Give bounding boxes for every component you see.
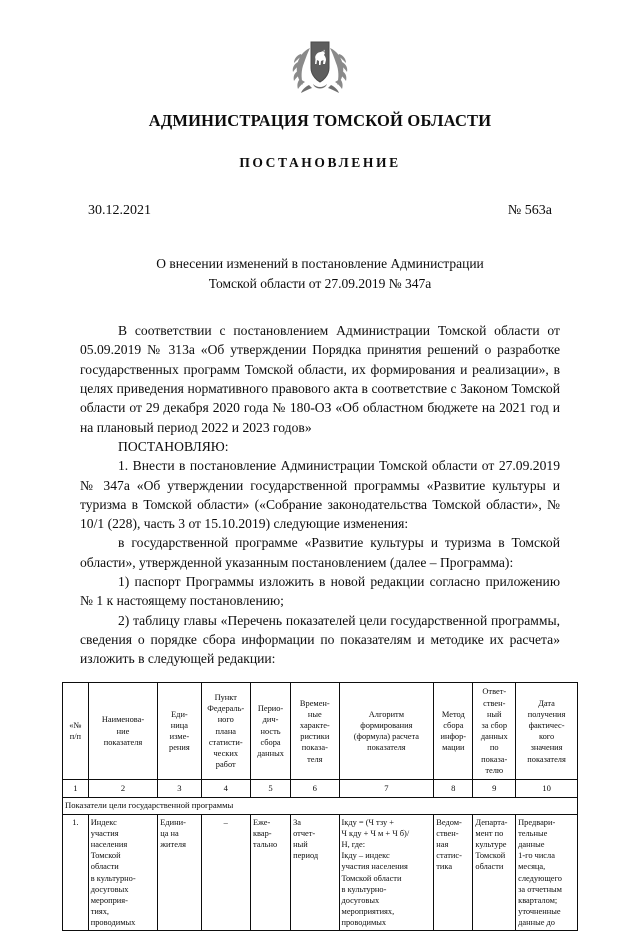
document-date: 30.12.2021 [88,203,151,218]
column-number-3: 3 [158,779,201,797]
column-number-6: 6 [291,779,339,797]
table-header-cell-5: Перио- дич- ность сбора данных [250,683,290,779]
indicators-table [62,682,578,931]
document-subject [0,254,640,293]
body-paragraph-2: ПОСТАНОВЛЯЮ: [118,438,229,454]
subject-line-1: О внесении изменений в постановление Администрации [156,256,484,271]
row-method: Ведом- ствен- ная статис- тика [434,814,473,931]
document-number: № 563а [507,203,552,218]
document-type-title: ПОСТАНОВЛЕНИЕ [239,155,401,170]
row-formula: Iкду = (Ч тзу + Ч кду + Ч м + Ч б)/ Н, где: Iкду – индекс участия населения Томской области в культурно- досуговых мероприятиях, проводимых [339,814,434,931]
row-periodicity: Еже- квар- тально [250,814,290,931]
table-section-row [63,798,578,814]
table-header-cell-6: Времен- ные характе- ристики показа- теля [291,683,339,779]
table-header-cell-1: «№ п/п [63,683,89,779]
column-number-10: 10 [516,779,578,797]
organization-title: АДМИНИСТРАЦИЯ ТОМСКОЙ ОБЛАСТИ [148,111,492,130]
document-body [0,321,640,668]
column-number-8: 8 [434,779,473,797]
row-time-characteristics: За отчет- ный период [291,814,339,931]
table-header-cell-2: Наименова- ние показателя [88,683,158,779]
tomsk-oblast-coat-of-arms-icon [289,38,351,98]
table-column-number-row [63,779,578,797]
date-number-row [0,203,640,219]
column-number-1: 1 [63,779,89,797]
column-number-4: 4 [201,779,250,797]
table-header-row [63,683,578,779]
body-paragraph-3: 1. Внести в постановление Администрации Томской области от 27.09.2019 № 347а «Об утверждении государственной программы «Развитие культуры и туризма в Томской области» («Собрание законодательства Томской области», № 10/1 (228), часть 3 от 15.10.2019) следующие изменения: [80,458,560,532]
column-number-5: 5 [250,779,290,797]
body-paragraph-4: в государственной программе «Развитие культуры и туризма в Томской области», утвержденной указанным постановлением (далее – Программа): [80,535,560,570]
table-header-cell-4: Пункт Федераль- ного плана статисти- ческих работ [201,683,250,779]
body-paragraph-5: 1) паспорт Программы изложить в новой редакции согласно приложению № 1 к настоящему постановлению; [80,573,560,609]
row-number: 1. [63,814,89,931]
emblem-container [0,0,640,103]
indicators-table-container [0,682,640,931]
table-header-cell-8: Метод сбора инфор- мации [434,683,473,779]
table-header-cell-7: Алгоритм формирования (формула) расчета показателя [339,683,434,779]
table-header-cell-10: Дата получения фактичес- кого значения показателя [516,683,578,779]
row-indicator-name: Индекс участия населения Томской области в культурно- досуговых мероприя- тиях, проводимых [88,814,158,931]
table-header-cell-3: Еди- ница изме- рения [158,683,201,779]
table-header-cell-9: Ответ- ствен- ный за сбор данных по показа- телю [473,683,516,779]
row-unit: Едини- ца на жителя [158,814,201,931]
column-number-7: 7 [339,779,434,797]
table-section-title: Показатели цели государственной программы [63,798,578,814]
row-date: Предвари- тельные данные 1-го числа месяца, следующего за отчетным кварталом; уточненные данные до [516,814,578,931]
row-responsible: Департа- мент по культуре Томской области [473,814,516,931]
row-federal-plan: – [201,814,250,931]
subject-line-2: Томской области от 27.09.2019 № 347а [208,275,432,291]
column-number-9: 9 [473,779,516,797]
column-number-2: 2 [88,779,158,797]
body-paragraph-6: 2) таблицу главы «Перечень показателей цели государственной программы, сведения о порядке сбора информации по показателям и методике их расчета» изложить в следующей редакции: [80,612,560,667]
table-row [63,814,578,931]
body-paragraph-1: В соответствии с постановлением Администрации Томской области от 05.09.2019 № 313а «Об утверждении Порядка принятия решений о разработке государственных программ Томской области, их формирования и реализации», в целях приведения нормативного правового акта в соответствие с Законом Томской области от 29 декабря 2020 года № 180-ОЗ «Об областном бюджете на 2021 год и на плановый период 2022 и 2023 годов» [80,323,560,435]
